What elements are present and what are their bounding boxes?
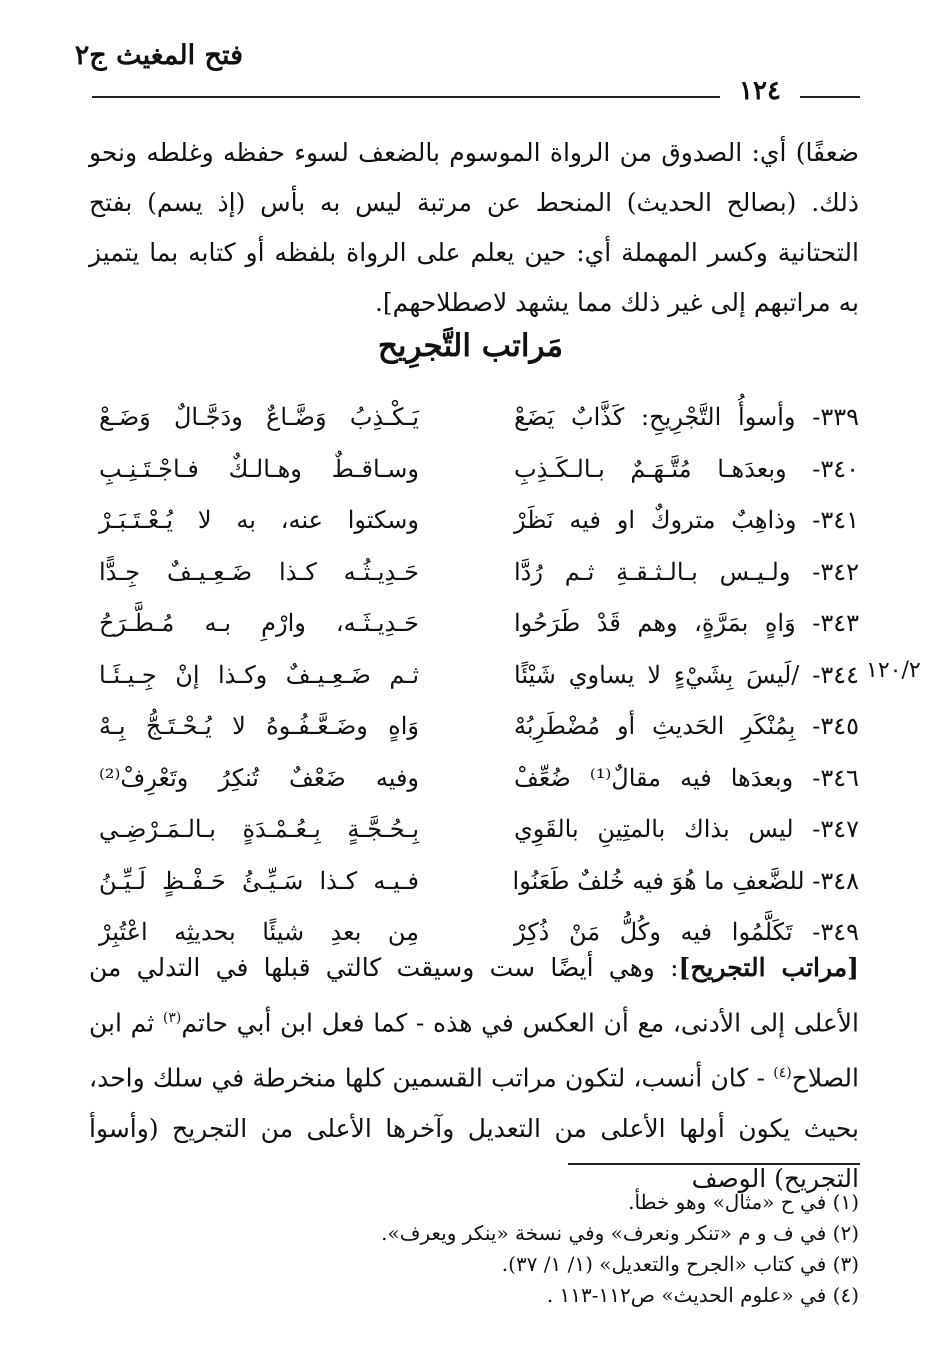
footnote-4: (٤) في «علوم الحديث» ص١١٢-١١٣ . [546,1283,859,1307]
verse-343 [99,601,859,653]
verse-first-hemistich: ٣٤٥- بِمُنْكَرِ الحَديثِ أو مُضْطَرِبُهْ [514,712,859,740]
page-number: ١٢٤ [739,76,781,106]
verse-second-hemistich: حَـدِيـثُـه كـذا ضَـعِـيـفٌ جِـدًّا [99,557,419,586]
verse-first-hemistich: ٣٤٧- ليس بذاك بالمتِينِ بالقَوِي [514,815,859,843]
verse-first-hemistich: ٣٤٦- وبعدَها فيه مقالٌ⁽¹⁾ ضُعِّفْ [514,763,859,792]
paragraph-2-part-c: - كان أنسب، لتكون مراتب القسمين كلها منخرطة في سلك واحد، بحيث يكون أولها الأعلى من التعديل وآخرها الأعلى من التجريح (وأسوأ التجريح) الوصف [89,1063,859,1193]
paragraph-2-part-b: ثم ابن الصلاح [89,1008,859,1093]
paragraph-2-part-a: : وهي أيضًا ست وسيقت كالتي قبلها في التدلي من الأعلى إلى الأدنى، مع أن العكس في هذه - كما فعل ابن أبي حاتم [89,953,859,1038]
body-paragraph-1 [89,128,859,328]
verse-second-hemistich: يَـكْـذِبُ وَضَّـاعٌ ودَجَّـالٌ وَضَـعْ [99,403,419,431]
verse-first-hemistich: ٣٤٢- ولـيـس بـالـثـقـةِ ثـم رُدَّا [514,557,859,586]
verse-first-hemistich: ٣٤٠- وبعدَهـا مُتَّـهَـمٌ بـالـكَـذِبِ [514,454,859,483]
verse-344 [99,653,859,705]
footnote-3: (٣) في كتاب «الجرح والتعديل» (١/ ١/ ٣٧). [501,1252,859,1276]
verse-first-hemistich: ٣٤٤- /لَيسَ بِشَيْءٍ لا يساوي شَيْئًا [514,660,859,689]
paragraph-1-text: ضعفًا) أي: الصدوق من الرواة الموسوم بالضعف لسوء حفظه وغلطه ونحو ذلك. (بصالح الحديث) المنحط عن مرتبة ليس به بأس (إذ يسم) بفتح التحتانية وكسر المهملة أي: حين يعلم على الرواة بلفظه أو كتابه بما يتميز به مراتبهم إلى غير ذلك مما يشهد لاصطلاحهم]. [89,138,859,317]
paragraph-lead: [مراتب التجريح] [678,953,859,982]
verse-second-hemistich: وَاهٍ وضَـعَّـفُـوهُ لا يُـحْـتَـجُّ بِـهْ [99,712,419,740]
footnote-ref-4: (٤) [773,1065,792,1082]
verse-first-hemistich: ٣٤٣- وَاهٍ بمَرَّةٍ، وهم قَدْ طَرَحُوا [514,609,859,637]
verse-second-hemistich: وسكتوا عنه، به لا يُـعْـتَـبَـرْ [99,506,419,534]
verse-first-hemistich: ٣٤١- وذاهِبٌ متروكٌ او فيه نَظَرْ [514,506,859,534]
verse-347 [99,807,859,859]
verse-346 [99,756,859,808]
verse-342 [99,550,859,602]
footnote-ref-3: (٣) [162,1010,182,1026]
verse-341 [99,498,859,550]
verse-second-hemistich: وفيه ضَعْفٌ تُنكِرُ وتَعْرِفْ⁽²⁾ [99,763,419,792]
verse-first-hemistich: ٣٤٨- للضَّعفِ ما هُوَ فيه خُلفٌ طَعَنُوا [512,866,859,895]
footnote-rule [568,1163,860,1165]
verse-339 [99,395,859,447]
section-title: مَراتب التَّجرِيح [377,328,564,364]
footnote-2: (٢) في ف و م «تنكر ونعرف» وفي نسخة «ينكر ويعرف». [381,1221,859,1245]
verse-second-hemistich: فـيـه كـذا سَـيِّـئُ حَـفْـظٍ لَـيِّـنُ [99,866,419,895]
verse-348 [99,859,859,911]
verse-345 [99,704,859,756]
header-rule [92,96,720,98]
footnotes [99,1187,859,1311]
running-head-title: فتح المغيث ج٢ [74,40,243,71]
verse-second-hemistich: حَـدِيـثَـه، وارْمِ بـه مُـطَّـرَحُ [99,609,419,637]
poem [99,395,859,962]
verse-first-hemistich: ٣٤٩- تَكَلَّمُوا فيه وكُلُّ مَنْ ذُكِرْ [514,918,859,946]
header-rule-right [800,96,860,98]
verse-second-hemistich: مِن بعدِ شيئًا بحديثِه اعْتُبِرْ [99,918,419,946]
verse-second-hemistich: بِـحُـجَّـةٍ بِـعُـمْـدَةٍ بـالـمَـرْضِـي [99,815,419,843]
verse-340 [99,447,859,499]
footnote-1: (١) في ح «مثال» وهو خطأ. [628,1190,859,1214]
verse-second-hemistich: وسـاقـطٌ وهـالـكٌ فـاجْـتَـنِـبِ [99,454,419,483]
margin-volume-reference: ١٢٠/٢ [866,658,921,683]
verse-first-hemistich: ٣٣٩- وأسوأُ التَّجْرِيحِ: كَذَّابٌ يَضَعْ [514,403,859,431]
verse-second-hemistich: ثـم ضَـعِـيـفٌ وكـذا إنْ جِـيـئَـا [99,660,419,689]
